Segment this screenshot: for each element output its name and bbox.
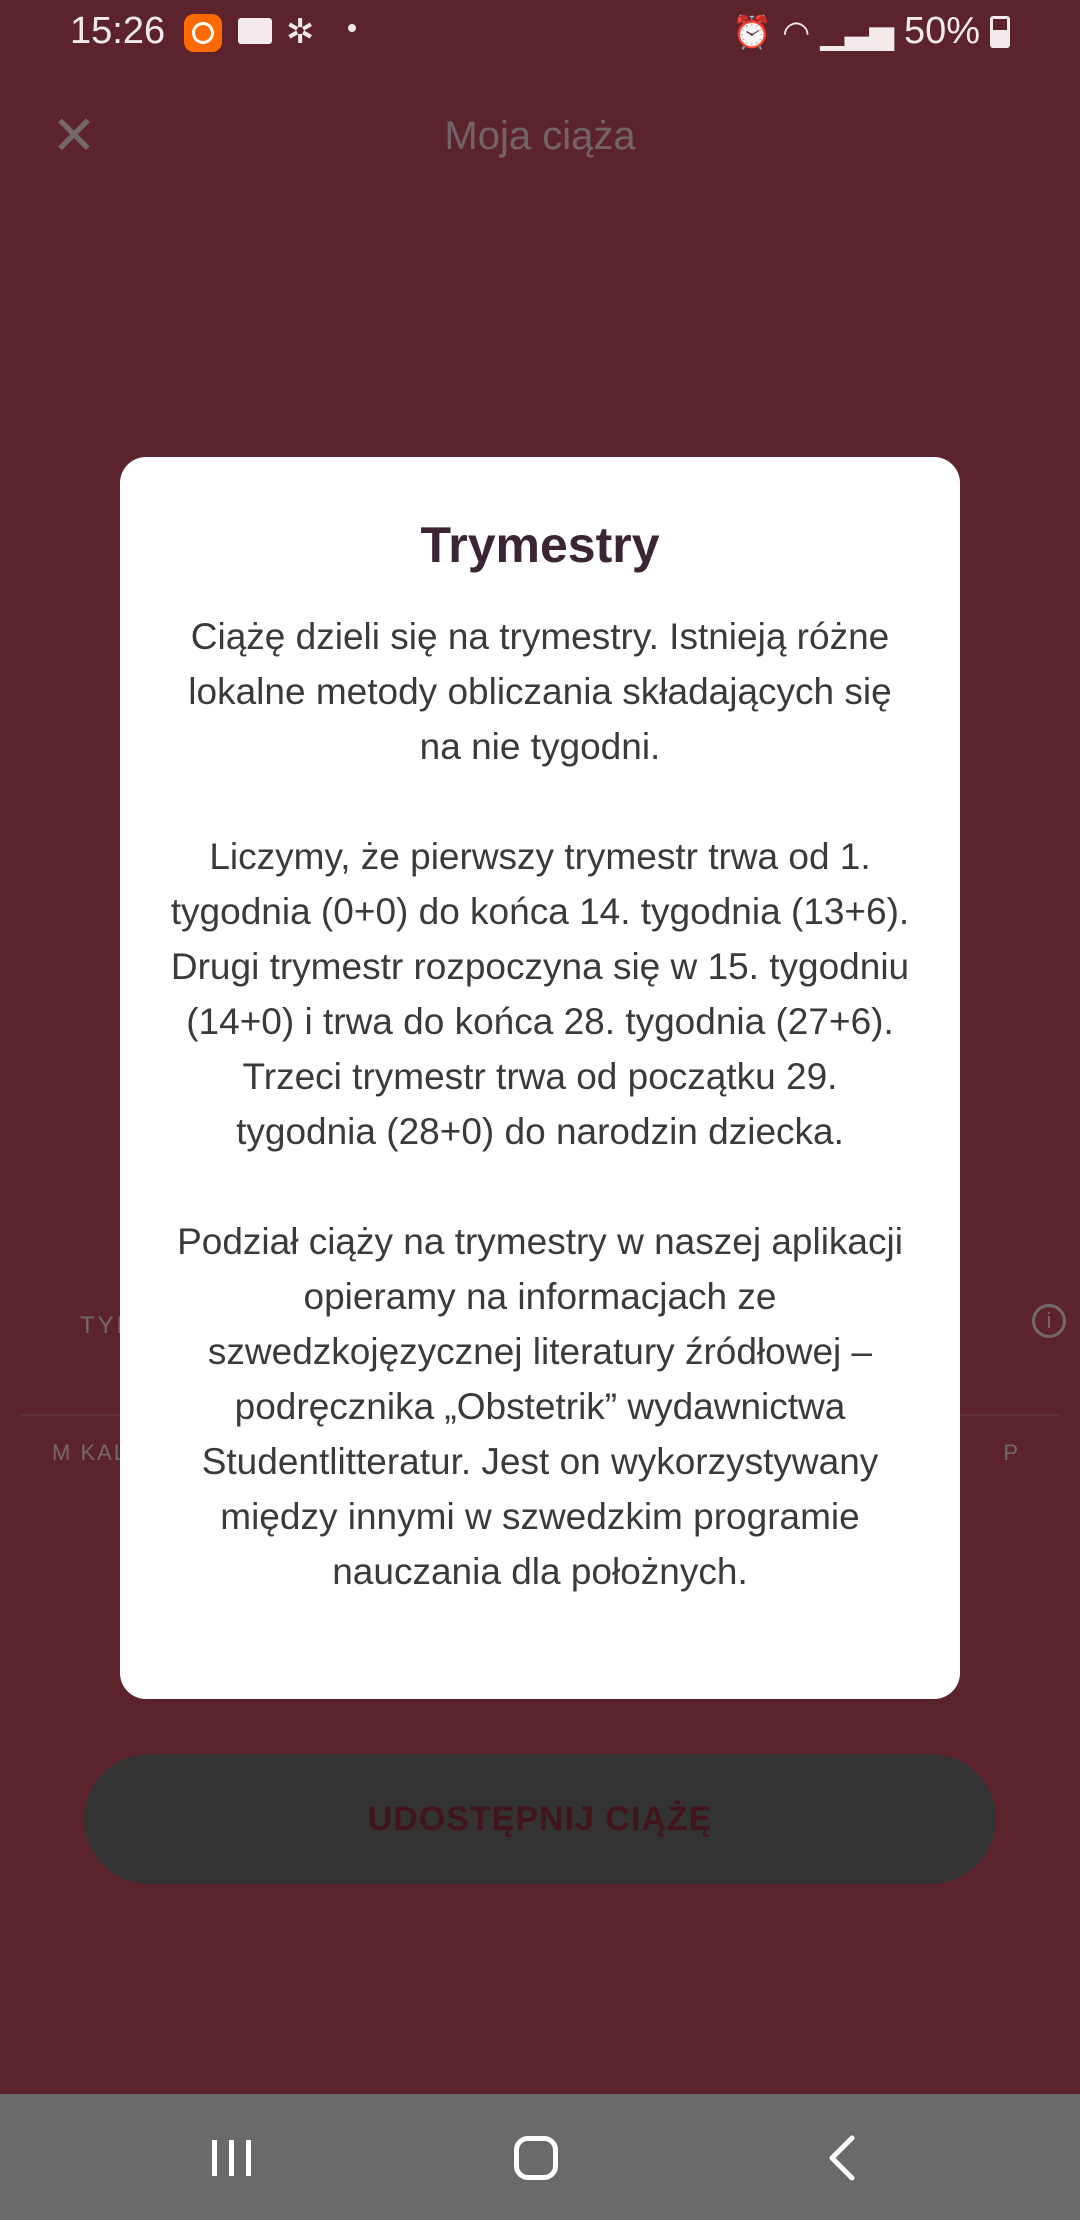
dot-icon xyxy=(348,24,356,32)
fan-icon: ✲ xyxy=(286,13,315,51)
back-icon[interactable] xyxy=(824,2134,860,2182)
system-nav-bar xyxy=(0,2094,1080,2220)
home-icon[interactable] xyxy=(514,2136,558,2180)
recent-apps-icon[interactable] xyxy=(212,2140,251,2176)
dialog-paragraph: Liczymy, że pierwszy trymestr trwa od 1. tygodnia (0+0) do końca 14. tygodnia (13+6). Drugi trymestr rozpoczyna się w 15. tygodniu (14+0) i trwa do końca 28. tygodnia (27+6). Trzeci trymestr trwa od początku 29. tygodnia (28+0) do narodzin dziecka. xyxy=(170,836,910,1152)
battery-icon xyxy=(990,16,1010,48)
status-bar xyxy=(0,0,1080,66)
dialog-title: Trymestry xyxy=(420,517,660,573)
mi-icon xyxy=(184,14,222,52)
folder-icon xyxy=(238,18,272,44)
signal-icon: ▁▃▅ xyxy=(820,13,894,50)
wifi-icon: ◠ xyxy=(782,13,811,50)
dialog-paragraph: Podział ciąży na trymestry w naszej aplikacji opieramy na informacjach ze szwedzkojęzycznej literatury źródłowej – podręcznika „Obstetrik” wydawnictwa Studentlitteratur. Jest on wykorzystywany między innymi w szwedzkim programie nauczania dla położnych. xyxy=(177,1221,903,1592)
dialog-paragraph: Ciążę dzieli się na trymestry. Istnieją różne lokalne metody obliczania składających się na nie tygodni. xyxy=(188,616,892,767)
trimesters-dialog xyxy=(120,457,960,1699)
status-time: 15:26 xyxy=(70,10,166,52)
battery-percent: 50% xyxy=(903,10,980,52)
status-right xyxy=(732,10,1010,53)
alarm-icon: ⏰ xyxy=(732,13,773,50)
dialog-body xyxy=(168,609,912,1599)
